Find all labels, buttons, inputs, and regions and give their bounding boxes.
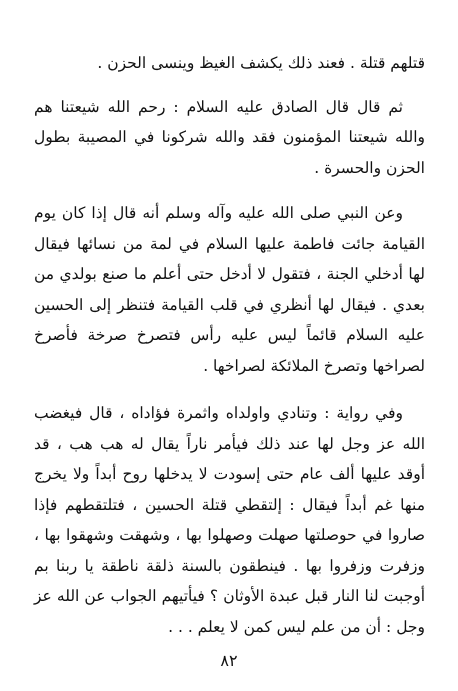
paragraph-4: وفي رواية : وتنادي واولداه واثمرة فؤاداه ، قال فيغضب الله عز وجل لها عند ذلك فيأمر ناراً يقال له هب هب ، قد أوقد عليها ألف عام حتى إسودت لا يدخلها روح أبداً ولا يخرج منها غم أبداً فيقال : إلتقطي قتلة الحسين ، فتلتقطهم فإذا صاروا في حوصلتها صهلت وصهلوا بها ، وشهقت وشهقوا بها ، وزفرت وزفروا بها . فينطقون بالسنة ذلقة ناطقة يا ربنا بم أوجبت لنا النار قبل عبدة الأوثان ؟ فيأتيهم الجواب عن الله عز وجل : أن من علم ليس كمن لا يعلم . . . — [34, 404, 425, 636]
paragraph-2: ثم قال قال الصادق عليه السلام : رحم الله شيعتنا هم والله شيعتنا المؤمنون فقد والله شركونا في المصيبة بطول الحزن والحسرة . — [34, 97, 425, 177]
paragraph-1: قتلهم قتلة . فعند ذلك يكشف الغيظ وينسى الحزن . — [97, 54, 425, 72]
page-text — [34, 48, 425, 642]
page-number: ٨٢ — [220, 651, 238, 670]
paragraph-3: وعن النبي صلى الله عليه وآله وسلم أنه قال إذا كان يوم القيامة جائت فاطمة عليها السلام في لمة من نسائها فيقال لها أدخلي الجنة ، فتقول لا أدخل حتى أعلم ما صنع بولدي من بعدي . فيقال لها أنظري في قلب القيامة فتنظر إلى الحسين عليه السلام قائماً ليس عليه رأس فتصرخ صرخة فأصرخ لصراخها وتصرخ الملائكة لصراخها . — [34, 204, 425, 375]
